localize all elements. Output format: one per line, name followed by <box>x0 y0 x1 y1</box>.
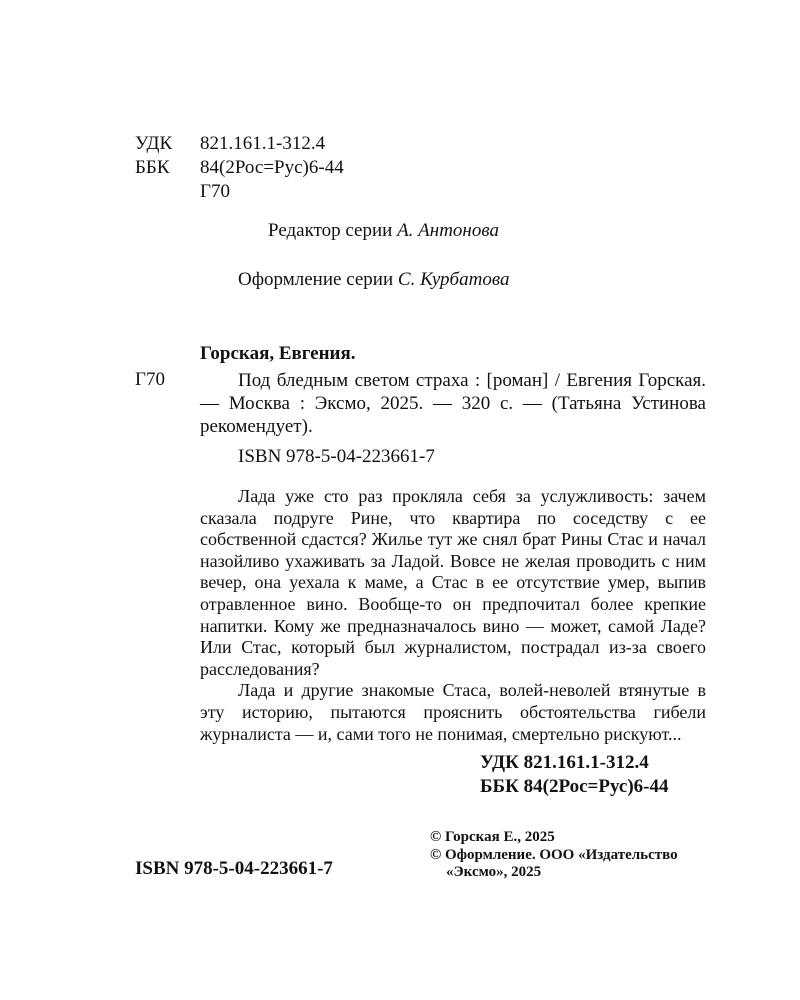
annotation-paragraph: Лада уже сто раз прокляла себя за услужливость: зачем сказала подруге Рине, что квартира по соседству с ее собственной сдастся? Жилье тут же снял брат Рины Стас и начал назойливо ухаживать за Ладой. Вовсе не желая проводить с ним вечер, она уехала к маме, а Стас в ее отсутствие умер, выпив отравленное вино. Вообще-то он предпочитал более крепкие напитки. Кому же предназначалось вино — может, самой Ладе? Или Стас, который был журналистом, пострадал из-за своего расследования? <box>200 486 706 679</box>
author-code: Г70 <box>200 181 230 202</box>
bibliographic-author-code: Г70 <box>135 369 165 390</box>
series-design-name: С. Курбатова <box>397 269 510 290</box>
footer-udk: УДК 821.161.1-312.4 <box>480 752 649 773</box>
bbk-label: ББК <box>135 157 170 178</box>
copyright-design-line2: «Эксмо», 2025 <box>446 864 542 880</box>
annotation-paragraph: Лада и другие знакомые Стаса, волей-неволей втянутые в эту историю, пытаются прояснить обстоятельства гибели журналиста — и, сами того не понимая, смертельно рискуют... <box>200 680 706 744</box>
bibliographic-description: Под бледным светом страха : [роман] / Евгения Горская. — Москва : Эксмо, 2025. — 320 с. — (Татьяна Устинова рекомендует). <box>200 370 706 437</box>
series-editor-credit <box>268 220 499 242</box>
copyright-design-line1: © Оформление. ООО «Издательство <box>430 847 678 863</box>
series-editor-name: А. Антонова <box>397 220 499 241</box>
author-heading: Горская, Евгения. <box>200 343 356 364</box>
copyright-author: © Горская Е., 2025 <box>430 829 555 845</box>
series-editor-prefix: Редактор серии <box>268 220 393 241</box>
series-design-credit <box>238 269 509 291</box>
footer-isbn: ISBN 978-5-04-223661-7 <box>135 858 333 879</box>
annotation <box>200 486 706 745</box>
bibliographic-isbn: ISBN 978-5-04-223661-7 <box>238 446 435 467</box>
udk-label: УДК <box>135 133 173 154</box>
bbk-value: 84(2Рос=Рус)6-44 <box>200 157 344 178</box>
udk-value: 821.161.1-312.4 <box>200 133 326 154</box>
series-design-prefix: Оформление серии <box>238 269 394 290</box>
footer-bbk: ББК 84(2Рос=Рус)6-44 <box>480 776 669 797</box>
